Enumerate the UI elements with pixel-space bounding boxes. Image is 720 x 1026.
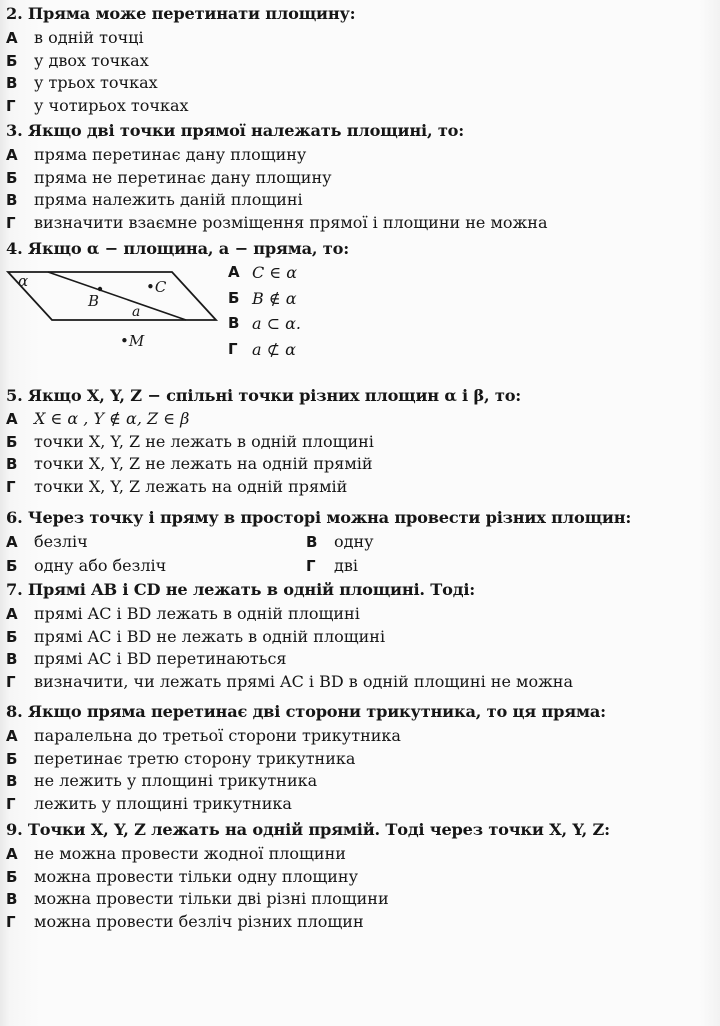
option-text: точки X, Y, Z не лежать в одній площині bbox=[34, 431, 374, 451]
option-text: паралельна до третьої сторони трикутника bbox=[34, 726, 401, 745]
answer-option bbox=[6, 408, 711, 431]
answer-option bbox=[6, 843, 711, 866]
option-letter: В bbox=[6, 74, 18, 92]
option-letter: А bbox=[6, 605, 18, 623]
answer-option bbox=[6, 626, 711, 649]
answer-option bbox=[306, 530, 374, 554]
option-letter: Б bbox=[6, 557, 18, 575]
option-text: одну або безліч bbox=[34, 556, 167, 575]
option-letter: А bbox=[6, 146, 18, 164]
option-letter: В bbox=[6, 890, 18, 908]
option-letter: В bbox=[6, 650, 18, 668]
answer-option bbox=[6, 603, 711, 626]
question-6 bbox=[6, 508, 711, 578]
option-text: не лежить у площині трикутника bbox=[34, 771, 318, 790]
option-text: у двох точках bbox=[34, 50, 149, 70]
question-title: 5. Якщо X, Y, Z − спільні точки різних площин α і β, то: bbox=[6, 386, 522, 405]
question-3 bbox=[6, 121, 711, 234]
plane-diagram bbox=[4, 264, 224, 354]
answer-option bbox=[6, 212, 711, 235]
option-letter: В bbox=[6, 772, 18, 790]
option-letter: Б bbox=[6, 168, 18, 187]
answer-option bbox=[6, 866, 711, 889]
option-letter: Б bbox=[228, 288, 240, 307]
answer-option bbox=[6, 793, 711, 816]
option-letter: А bbox=[6, 410, 18, 428]
question-8 bbox=[6, 702, 711, 815]
label-a: a bbox=[132, 304, 141, 320]
answer-option bbox=[228, 286, 388, 312]
option-letter: А bbox=[228, 263, 240, 281]
option-letter: Г bbox=[306, 557, 316, 575]
question-title: 9. Точки X, Y, Z лежать на одній прямій. Тоді через точки X, Y, Z: bbox=[6, 820, 610, 839]
option-letter: Г bbox=[6, 912, 16, 931]
option-letter: В bbox=[306, 533, 318, 551]
option-letter: Г bbox=[6, 96, 16, 115]
question-4 bbox=[6, 239, 711, 259]
option-letter: Б bbox=[6, 51, 18, 70]
option-text: пряма належить даній площині bbox=[34, 190, 303, 209]
question-title: 7. Прямі AB і CD не лежать в одній площині. Тоді: bbox=[6, 580, 476, 599]
option-text: дві bbox=[334, 556, 358, 575]
answer-option bbox=[6, 748, 711, 771]
option-text: визначити, чи лежать прямі AC і BD в одній площині не можна bbox=[34, 671, 573, 691]
label-b: B bbox=[88, 292, 100, 310]
option-text: одну bbox=[334, 532, 374, 551]
option-text: можна провести тільки дві різні площини bbox=[34, 889, 389, 908]
answer-option bbox=[6, 725, 711, 748]
option-text: лежить у площині трикутника bbox=[34, 793, 292, 813]
label-m: •M bbox=[120, 332, 145, 350]
option-letter: Г bbox=[6, 213, 16, 232]
option-text: прямі AC і BD лежать в одній площині bbox=[34, 604, 360, 623]
question-title: 8. Якщо пряма перетинає дві сторони трикутника, то ця пряма: bbox=[6, 702, 606, 721]
option-text: точки X, Y, Z не лежать на одній прямій bbox=[34, 454, 373, 473]
question-4-options bbox=[228, 260, 388, 362]
option-text: можна провести тільки одну площину bbox=[34, 866, 358, 886]
answer-option bbox=[6, 911, 711, 934]
answer-row bbox=[6, 554, 711, 578]
answer-option bbox=[6, 554, 166, 578]
option-letter: А bbox=[6, 533, 18, 551]
label-c: •C bbox=[146, 278, 167, 296]
label-alpha: α bbox=[18, 272, 29, 290]
answer-option bbox=[306, 554, 358, 578]
option-text: a ⊂ α. bbox=[252, 314, 302, 333]
option-text: можна провести безліч різних площин bbox=[34, 911, 364, 931]
option-letter: Г bbox=[6, 477, 16, 496]
option-letter: Б bbox=[6, 867, 18, 886]
option-letter: А bbox=[6, 845, 18, 863]
option-letter: А bbox=[6, 29, 18, 47]
plane-alpha-outline bbox=[8, 272, 216, 320]
answer-option bbox=[6, 95, 711, 118]
option-text: у чотирьох точках bbox=[34, 95, 189, 115]
answer-option bbox=[6, 72, 711, 95]
option-letter: А bbox=[6, 727, 18, 745]
option-text: X ∈ α , Y ∉ α, Z ∈ β bbox=[34, 409, 190, 428]
option-letter: В bbox=[228, 314, 240, 332]
answer-option bbox=[6, 431, 711, 454]
option-letter: Г bbox=[6, 672, 16, 691]
option-letter: Г bbox=[6, 794, 16, 813]
option-letter: Г bbox=[228, 339, 238, 358]
answer-row bbox=[6, 530, 711, 554]
question-7 bbox=[6, 580, 711, 693]
answer-option bbox=[6, 476, 711, 499]
answer-option bbox=[228, 311, 388, 337]
option-text: не можна провести жодної площини bbox=[34, 844, 346, 863]
question-title: 6. Через точку і пряму в просторі можна провести різних площин: bbox=[6, 508, 632, 527]
answer-option bbox=[6, 27, 711, 50]
question-title: 4. Якщо α − площина, a − пряма, то: bbox=[6, 239, 349, 258]
option-text: a ⊄ α bbox=[252, 339, 296, 359]
answer-option bbox=[6, 453, 711, 476]
option-text: пряма перетинає дану площину bbox=[34, 145, 307, 164]
option-letter: В bbox=[6, 191, 18, 209]
answer-option bbox=[6, 189, 711, 212]
answer-option bbox=[228, 337, 388, 363]
option-text: перетинає третю сторону трикутника bbox=[34, 748, 356, 768]
option-letter: Б bbox=[6, 749, 18, 768]
option-text: пряма не перетинає дану площину bbox=[34, 167, 332, 187]
option-text: прямі AC і BD не лежать в одній площині bbox=[34, 626, 386, 646]
question-9 bbox=[6, 820, 711, 933]
option-text: безліч bbox=[34, 532, 88, 551]
option-text: в одній точці bbox=[34, 28, 144, 47]
question-5 bbox=[6, 386, 711, 498]
question-title: 3. Якщо дві точки прямої належать площині, то: bbox=[6, 121, 465, 140]
answer-option bbox=[6, 50, 711, 73]
option-text: B ∉ α bbox=[252, 288, 297, 308]
answer-option bbox=[6, 770, 711, 793]
question-2 bbox=[6, 4, 711, 117]
answer-option bbox=[6, 167, 711, 190]
option-letter: Б bbox=[6, 432, 18, 451]
point-b-dot bbox=[98, 287, 102, 291]
option-text: у трьох точках bbox=[34, 73, 158, 92]
option-letter: В bbox=[6, 455, 18, 473]
question-title: 2. Пряма може перетинати площину: bbox=[6, 4, 356, 23]
option-letter: Б bbox=[6, 627, 18, 646]
option-text: C ∈ α bbox=[252, 263, 298, 282]
answer-option bbox=[6, 530, 88, 554]
answer-option bbox=[6, 888, 711, 911]
answer-option bbox=[6, 648, 711, 671]
option-text: прямі AC і BD перетинаються bbox=[34, 649, 287, 668]
answer-option bbox=[6, 671, 711, 694]
option-text: визначити взаємне розміщення прямої і площини не можна bbox=[34, 212, 548, 232]
answer-option bbox=[6, 144, 711, 167]
option-text: точки X, Y, Z лежать на одній прямій bbox=[34, 476, 348, 496]
answer-option bbox=[228, 260, 388, 286]
